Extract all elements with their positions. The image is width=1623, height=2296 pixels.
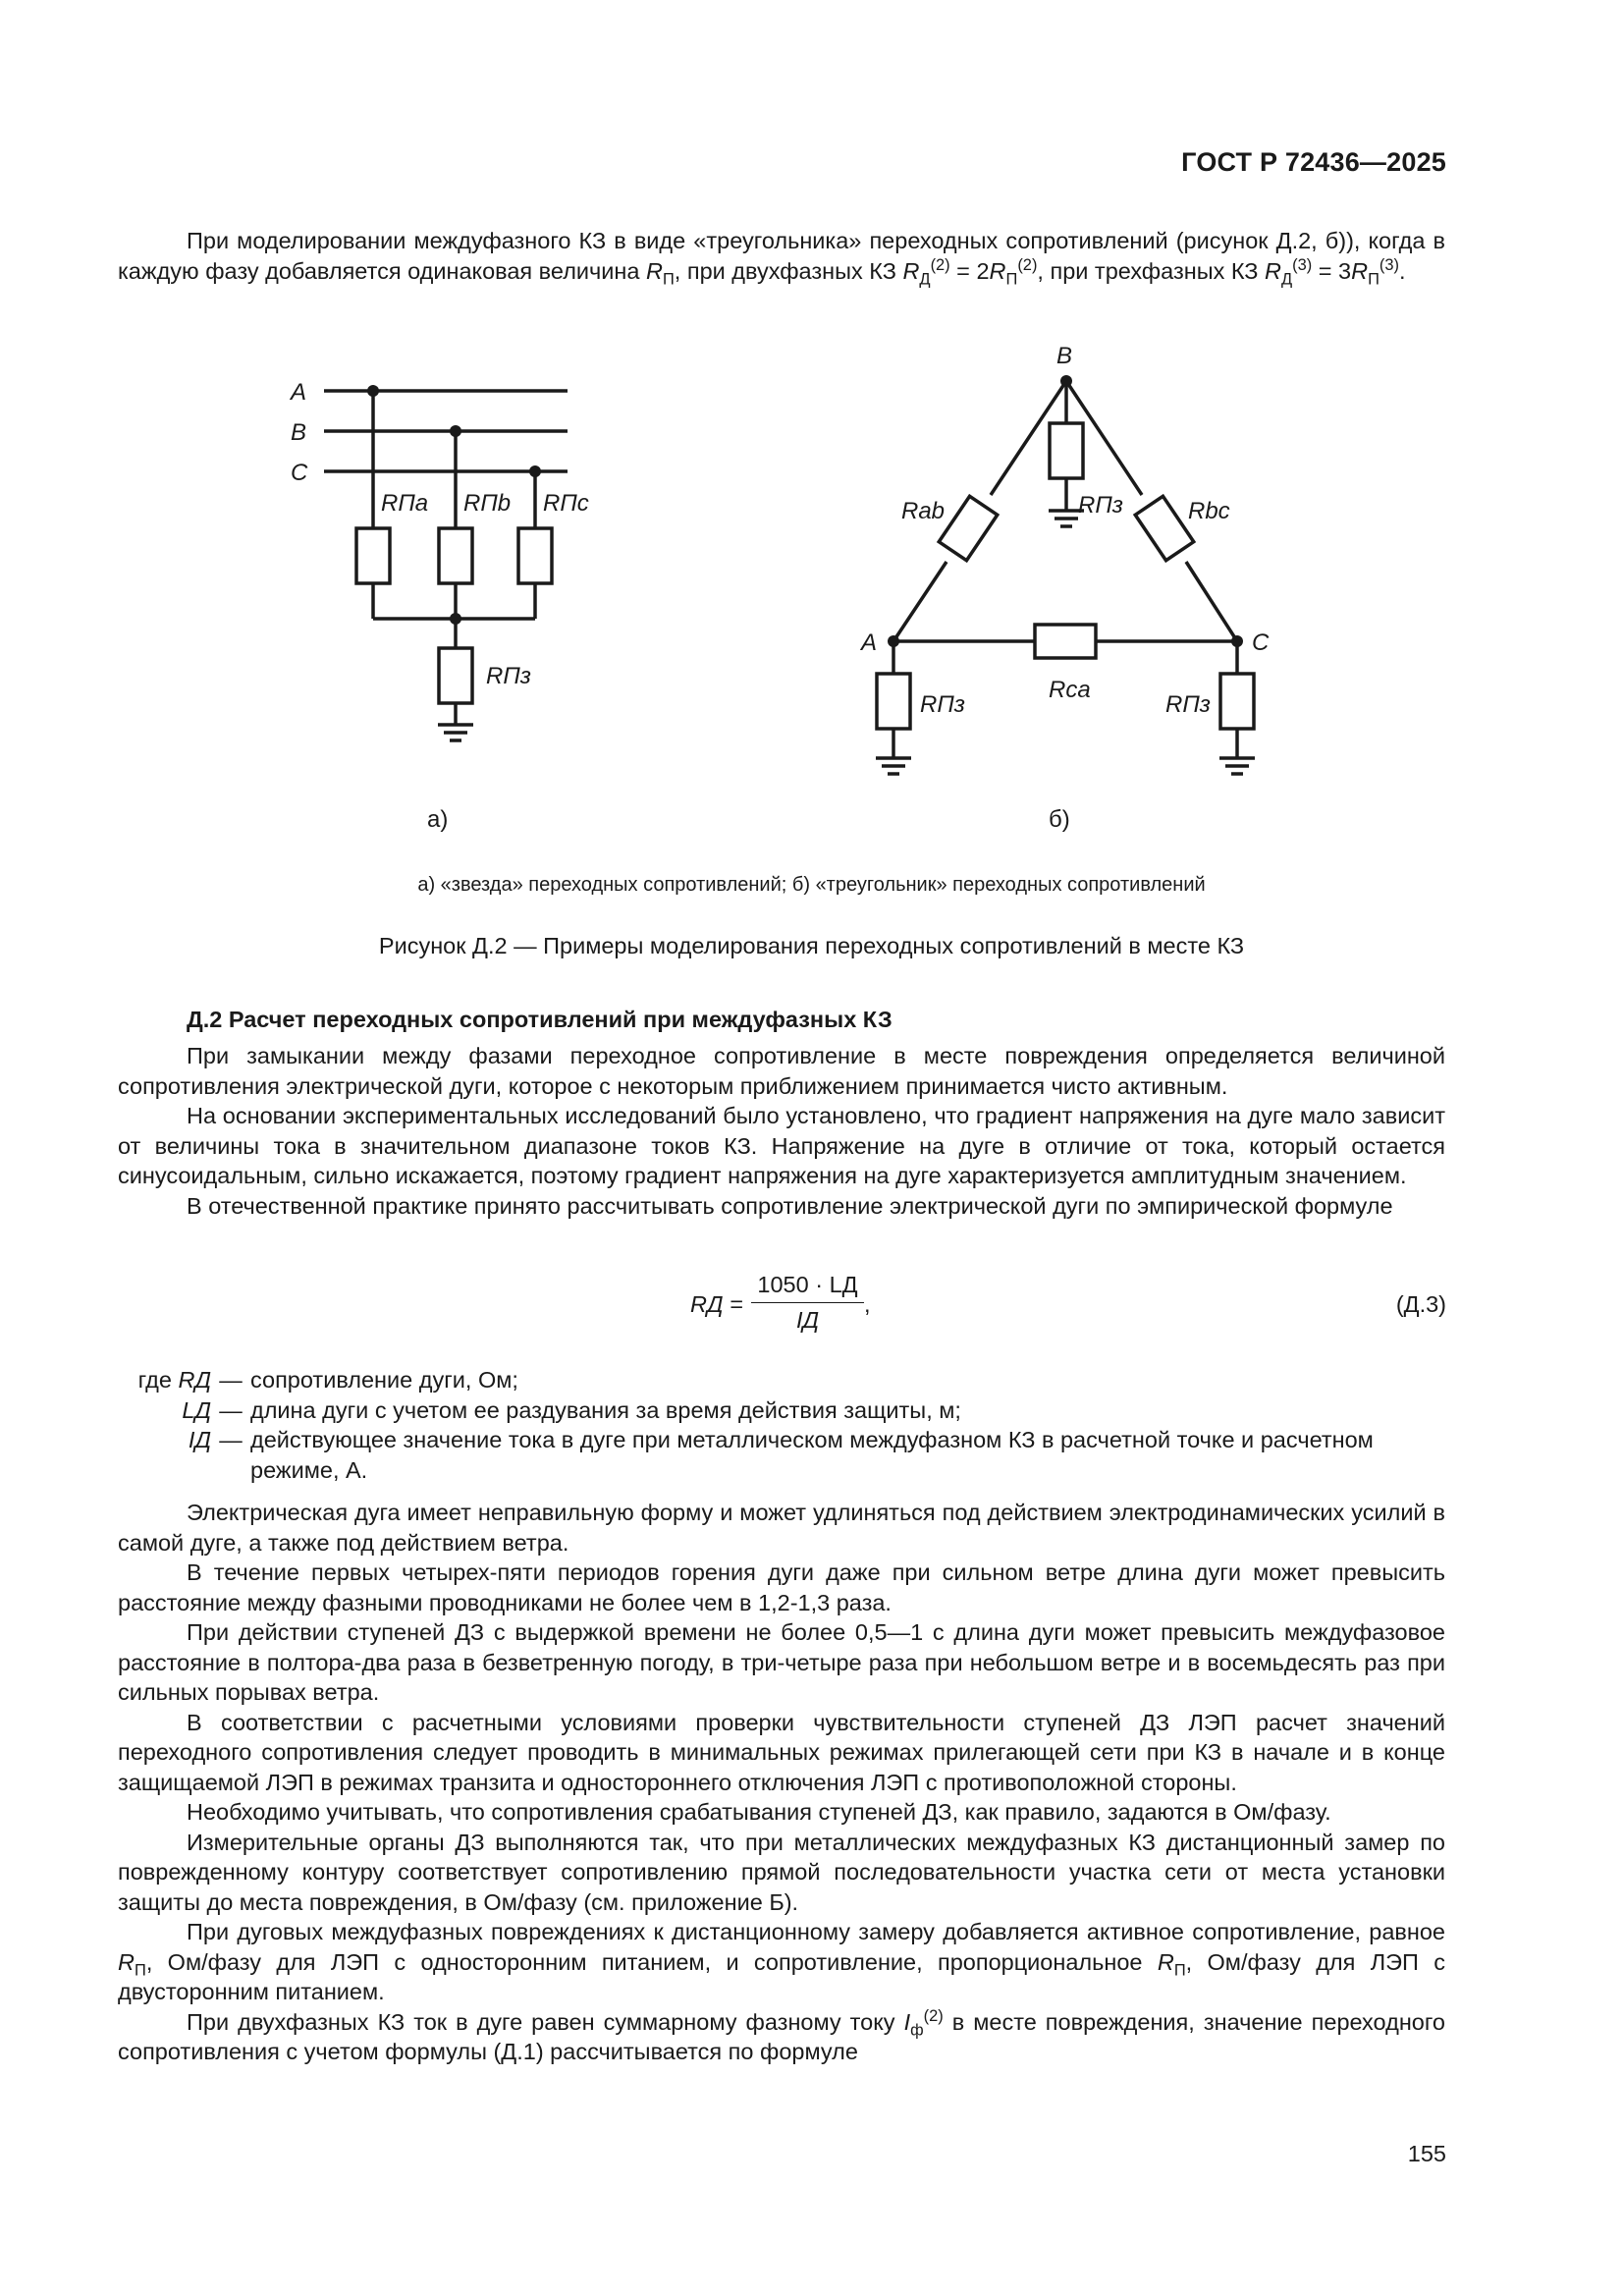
list-item: где RД — сопротивление дуги, Ом; [137,1367,518,1393]
node-label-a: A [861,629,878,656]
label-rpz-a: RПз [920,691,965,718]
bus-label-a: A [291,379,307,406]
node-label-c: C [1252,629,1270,656]
resistor-rab [939,496,998,560]
resistor-rpc [518,528,552,583]
list-item: LД — длина дуги с учетом ее раздувания за время действия защиты, м; [182,1396,961,1423]
paragraph: В течение первых четырех-пяти периодов горения дуги даже при сильном ветре длина дуги может превысить расстояние между фазными проводниками не более чем в 1,2-1,3 раза. [118,1559,1445,1615]
formula-d3: RД = 1050 · LД IД , (Д.3) [690,1272,1446,1333]
paragraphs-block-b [118,1498,1445,2067]
resistor-rpa [356,528,390,583]
formula-numerator: 1050 · LД [751,1272,864,1303]
resistor-rpz-c [1220,674,1254,729]
label-rpc: RПc [543,490,589,517]
list-item: IД — действующее значение тока в дуге при металлическом междуфазном КЗ в расчетной точке и расчетном режиме, А. [188,1427,1374,1483]
formula-label: (Д.3) [1395,1291,1446,1317]
paragraph: При замыкании между фазами переходное сопротивление в месте повреждения определяется величиной сопротивления электрической дуги, которое с некоторым приближением принимается чисто активным. [118,1043,1445,1099]
bus-label-c: C [291,460,308,486]
paragraphs-block-a [118,1041,1445,1221]
resistor-rpz-b [1050,423,1083,478]
formula-lhs: RД = [690,1291,743,1317]
resistor-rpb [439,528,472,583]
section-title: Д.2 Расчет переходных сопротивлений при междуфазных КЗ [187,1007,893,1032]
label-rbc: Rbc [1188,498,1230,524]
paragraph: На основании экспериментальных исследований было установлено, что градиент напряжения на дуге мало зависит от величины тока в значительном диапазоне токов КЗ. Напряжение на дуге в отличие от тока, который остается синусоидальным, сильно искажается, поэтому градиент напряжения на дуге характеризуется амплитудным значением. [118,1103,1445,1188]
paragraph: Электрическая дуга имеет неправильную форму и может удлиняться под действием электродинамических усилий в самой дуге, а также под действием ветра. [118,1500,1445,1556]
formula-fraction [751,1272,864,1334]
intro-paragraph: При моделировании междуфазного КЗ в виде «треугольника» переходных сопротивлений (рисунок Д.2, б)), когда в каждую фазу добавляется одинаковая величина $R_П$, при двухфазных КЗ $R_Д^{(2)} = 2R_П^{(2)}$, при трехфазных КЗ $R_Д^{(3)} = 3R_П^{(3)}$. [118,228,1445,289]
paragraph: При двухфазных КЗ ток в дуге равен суммарному фазному току $I_ф^{(2)}$ в месте повреждения, значение переходного сопротивления с учетом формулы (Д.1) рассчитывается по формуле [118,2006,1445,2064]
figure-subcaption: а) «звезда» переходных сопротивлений; б) «треугольник» переходных сопротивлений [417,874,1206,896]
label-rpa: RПa [381,490,429,517]
node-label-b: B [1056,343,1073,369]
ground-icon [1219,758,1255,774]
resistor-rpz-star [439,648,472,703]
paragraph: При дуговых междуфазных повреждениях к дистанционному замеру добавляется активное сопротивление, равное $R_П$, Ом/фазу для ЛЭП с односторонним питанием, и сопротивление, пропорциональное $R_П$, Ом/фазу для ЛЭП с двусторонним питанием. [118,1919,1445,2004]
symbol-definitions [118,1365,1445,1485]
ground-icon [876,758,911,774]
label-rca: Rca [1049,677,1091,703]
label-rpz-c: RПз [1165,691,1211,718]
label-rpz-b: RПз [1078,492,1123,519]
paragraph: В соответствии с расчетными условиями проверки чувствительности ступеней ДЗ ЛЭП расчет значений переходного сопротивления следует проводить в минимальных режимах прилегающей сети при КЗ в начале и в конце защищаемой ЛЭП в режимах транзита и одностороннего отключения ЛЭП с противоположной стороны. [118,1709,1445,1795]
figure-d2 [0,334,1623,845]
paragraph: В отечественной практике принято рассчитывать сопротивление электрической дуги по эмпирической формуле [187,1192,1393,1219]
figure-caption: Рисунок Д.2 — Примеры моделирования переходных сопротивлений в месте КЗ [378,933,1245,958]
formula-denominator: IД [795,1307,820,1333]
label-rab: Rab [901,498,946,524]
label-rpz-star: RПз [486,663,531,689]
resistor-rca [1035,625,1096,658]
page-number: 155 [1407,2141,1446,2166]
label-rpb: RПb [463,490,512,517]
paragraph: Необходимо учитывать, что сопротивления срабатывания ступеней ДЗ, как правило, задаются в Ом/фазу. [187,1799,1331,1825]
paragraph: Измерительные органы ДЗ выполняются так, что при металлических междуфазных КЗ дистанционный замер по поврежденному контуру соответствует сопротивлению прямой последовательности участка сети от места установки защиты до места повреждения, в Ом/фазу (см. приложение Б). [118,1829,1445,1915]
document-header: ГОСТ Р 72436—2025 [1181,147,1446,177]
ground-icon [438,725,473,740]
bus-label-b: B [291,419,307,446]
resistor-rbc [1135,496,1194,560]
resistor-rpz-a [877,674,910,729]
paragraph: При действии ступеней ДЗ с выдержкой времени не более 0,5—1 с длина дуги может превысить междуфазовое расстояние в полтора-два раза в безветренную погоду, в три-четыре раза при небольшом ветре и в восемьдесять раз при сильных порывах ветра. [118,1619,1445,1705]
caption-triangle: б) [1049,806,1070,833]
caption-star: а) [427,806,449,833]
